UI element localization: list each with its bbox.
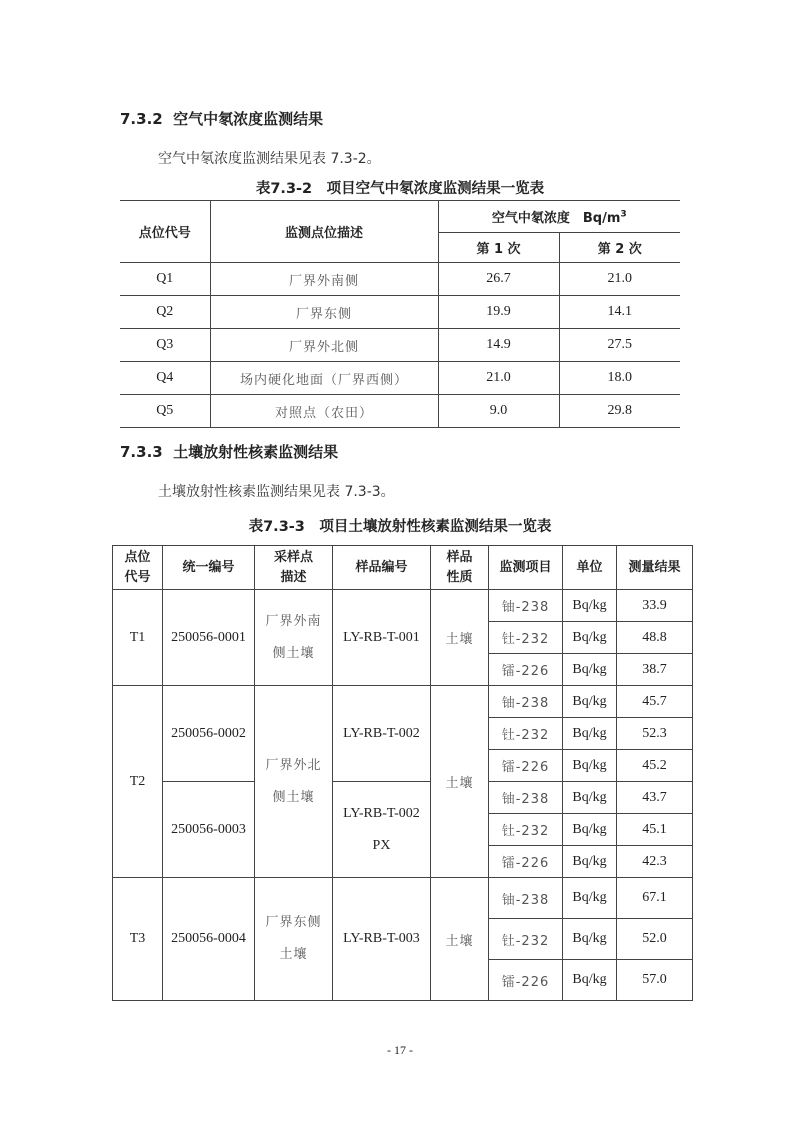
header-point-code <box>113 546 163 590</box>
cell-sample-id <box>333 782 431 878</box>
table-row <box>113 686 693 718</box>
table-row <box>120 395 680 428</box>
header-run-1: 第 1 次 <box>438 233 559 263</box>
cell-item: 铀-238 <box>489 782 563 814</box>
cell-result: 45.1 <box>617 814 693 846</box>
header-sampling-site <box>255 546 333 590</box>
cell-item: 铀-238 <box>489 590 563 622</box>
cell-code: Q2 <box>120 296 210 329</box>
header-result: 测量结果 <box>617 546 693 590</box>
cell-value-1: 19.9 <box>438 296 559 329</box>
header-unified-id: 统一编号 <box>163 546 255 590</box>
cell-sample-id: LY-RB-T-001 <box>333 590 431 686</box>
sample-line: LY-RB-T-002 <box>343 805 420 821</box>
site-line: 侧土壤 <box>272 645 315 661</box>
header-line: 性质 <box>446 569 473 585</box>
cell-result: 52.3 <box>617 718 693 750</box>
cell-unit: Bq/kg <box>563 919 617 960</box>
site-line: 土壤 <box>279 947 308 962</box>
cell-item: 铀-238 <box>489 686 563 718</box>
cell-value-2: 14.1 <box>559 296 680 329</box>
table-row <box>113 878 693 919</box>
cell-unified-id: 250056-0004 <box>163 878 255 1001</box>
table-row <box>120 329 680 362</box>
cell-unit: Bq/kg <box>563 960 617 1001</box>
header-sample-id: 样品编号 <box>333 546 431 590</box>
cell-result: 48.8 <box>617 622 693 654</box>
cell-value-2: 29.8 <box>559 395 680 428</box>
section-number: 7.3.2 <box>120 110 163 128</box>
site-line: 厂界外北 <box>265 757 322 773</box>
sample-line: PX <box>372 837 391 853</box>
cell-unit: Bq/kg <box>563 718 617 750</box>
cell-result: 52.0 <box>617 919 693 960</box>
site-line: 厂界外南 <box>265 613 322 629</box>
cell-code: Q5 <box>120 395 210 428</box>
cell-code: Q3 <box>120 329 210 362</box>
cell-item: 钍-232 <box>489 718 563 750</box>
cell-sampling-site <box>255 878 333 1001</box>
cell-sampling-site <box>255 590 333 686</box>
cell-value-1: 21.0 <box>438 362 559 395</box>
cell-desc: 厂界东侧 <box>210 296 438 329</box>
cell-sample-nature: 土壤 <box>431 878 489 1001</box>
cell-result: 45.2 <box>617 750 693 782</box>
cell-value-1: 26.7 <box>438 263 559 296</box>
cell-unit: Bq/kg <box>563 878 617 919</box>
section-number: 7.3.3 <box>120 443 163 461</box>
header-point-desc: 监测点位描述 <box>210 201 438 263</box>
cell-unit: Bq/kg <box>563 686 617 718</box>
cell-item: 钍-232 <box>489 814 563 846</box>
header-item: 监测项目 <box>489 546 563 590</box>
header-radon-conc-sup: 3 <box>620 209 627 220</box>
cell-unit: Bq/kg <box>563 590 617 622</box>
table-row <box>113 782 693 814</box>
section-intro: 空气中氡浓度监测结果见表 7.3-2。 <box>158 151 381 167</box>
header-unit: 单位 <box>563 546 617 590</box>
cell-result: 33.9 <box>617 590 693 622</box>
section-title: 空气中氡浓度监测结果 <box>173 110 324 128</box>
section-title: 土壤放射性核素监测结果 <box>173 443 339 461</box>
header-line: 代号 <box>124 569 151 585</box>
cell-unit: Bq/kg <box>563 750 617 782</box>
cell-code: Q1 <box>120 263 210 296</box>
cell-result: 43.7 <box>617 782 693 814</box>
cell-desc: 场内硬化地面（厂界西侧） <box>210 362 438 395</box>
cell-value-1: 9.0 <box>438 395 559 428</box>
table-caption: 表7.3-2 项目空气中氡浓度监测结果一览表 <box>255 181 545 197</box>
cell-unit: Bq/kg <box>563 654 617 686</box>
cell-point-code: T1 <box>113 590 163 686</box>
site-line: 侧土壤 <box>272 789 315 805</box>
cell-unified-id: 250056-0002 <box>163 686 255 782</box>
cell-value-2: 27.5 <box>559 329 680 362</box>
header-point-code: 点位代号 <box>120 201 210 263</box>
header-line: 采样点 <box>273 549 313 565</box>
cell-code: Q4 <box>120 362 210 395</box>
cell-sample-id: LY-RB-T-002 <box>333 686 431 782</box>
cell-unit: Bq/kg <box>563 782 617 814</box>
header-sample-nature <box>431 546 489 590</box>
site-line: 厂界东侧 <box>265 915 322 930</box>
table-caption: 表7.3-3 项目土壤放射性核素监测结果一览表 <box>248 519 552 535</box>
radon-table <box>120 200 680 428</box>
cell-desc: 对照点（农田） <box>210 395 438 428</box>
cell-sample-nature: 土壤 <box>431 590 489 686</box>
cell-sample-nature: 土壤 <box>431 686 489 878</box>
cell-sample-id: LY-RB-T-003 <box>333 878 431 1001</box>
cell-desc: 厂界外南侧 <box>210 263 438 296</box>
cell-item: 钍-232 <box>489 622 563 654</box>
table-row <box>120 263 680 296</box>
section-heading-7-3-3 <box>120 441 338 462</box>
soil-radionuclide-table <box>112 545 693 1001</box>
cell-result: 45.7 <box>617 686 693 718</box>
cell-value-2: 18.0 <box>559 362 680 395</box>
header-radon-conc <box>438 201 680 233</box>
cell-unified-id: 250056-0001 <box>163 590 255 686</box>
cell-unit: Bq/kg <box>563 814 617 846</box>
cell-result: 67.1 <box>617 878 693 919</box>
cell-item: 镭-226 <box>489 654 563 686</box>
cell-desc: 厂界外北侧 <box>210 329 438 362</box>
cell-item: 镭-226 <box>489 846 563 878</box>
cell-result: 57.0 <box>617 960 693 1001</box>
cell-point-code: T2 <box>113 686 163 878</box>
cell-unit: Bq/kg <box>563 846 617 878</box>
page-number: - 17 - <box>387 1043 413 1057</box>
header-radon-conc-label: 空气中氡浓度 Bq/m <box>491 211 621 226</box>
header-line: 描述 <box>280 569 307 585</box>
cell-unified-id: 250056-0003 <box>163 782 255 878</box>
cell-item: 镭-226 <box>489 750 563 782</box>
cell-point-code: T3 <box>113 878 163 1001</box>
cell-unit: Bq/kg <box>563 622 617 654</box>
section-heading-7-3-2 <box>120 108 323 129</box>
cell-value-1: 14.9 <box>438 329 559 362</box>
cell-item: 铀-238 <box>489 878 563 919</box>
cell-item: 钍-232 <box>489 919 563 960</box>
cell-result: 42.3 <box>617 846 693 878</box>
header-run-2: 第 2 次 <box>559 233 680 263</box>
cell-item: 镭-226 <box>489 960 563 1001</box>
table-row <box>120 362 680 395</box>
cell-result: 38.7 <box>617 654 693 686</box>
header-line: 点位 <box>124 549 151 565</box>
section-intro: 土壤放射性核素监测结果见表 7.3-3。 <box>158 484 395 500</box>
cell-value-2: 21.0 <box>559 263 680 296</box>
cell-sampling-site <box>255 686 333 878</box>
table-row <box>120 296 680 329</box>
header-line: 样品 <box>446 549 473 565</box>
table-row <box>113 590 693 622</box>
